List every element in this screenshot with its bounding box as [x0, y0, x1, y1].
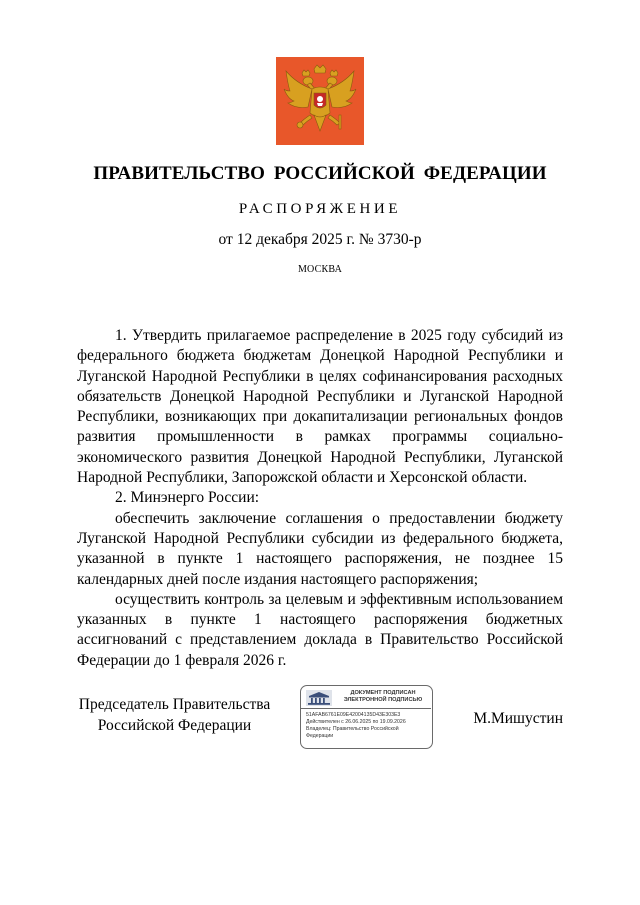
stamp-heading [335, 690, 431, 704]
signer-position [77, 695, 272, 736]
stamp-details [306, 712, 430, 740]
signer-position-line-1: Председатель Правительства [78, 696, 271, 713]
stamp-owner-line-2: Федерации [306, 733, 334, 739]
stamp-heading-line-1: ДОКУМЕНТ ПОДПИСАН [350, 690, 416, 696]
document-type: РАСПОРЯЖЕНИЕ [238, 201, 402, 217]
government-title: ПРАВИТЕЛЬСТВО РОССИЙСКОЙ ФЕДЕРАЦИИ [93, 163, 547, 184]
paragraph-1: 1. Утвердить прилагаемое распределение в 2025 году субсидий из федерального бюджета бюджетам Донецкой Народной Республики и Луганской Народной Республики в целях софинансирования расходных обязательств Донецкой Народной Республики и Луганской Народной Республики, возникающих при докапитализации региональных фондов развития промышленности в рамках программы социально-экономического развития Донецкой Народной Республики, Луганской Народной Республики, Запорожской области и Херсонской области. [77, 327, 563, 487]
electronic-signature-stamp [300, 685, 433, 749]
coat-of-arms-emblem [276, 57, 364, 145]
russian-coat-of-arms-icon [276, 57, 364, 145]
document-date-number: от 12 декабря 2025 г. № 3730-р [218, 231, 422, 248]
signer-position-line-2: Российской Федерации [97, 716, 252, 734]
government-building-icon [306, 690, 332, 706]
stamp-divider [301, 708, 431, 709]
stamp-owner-line-1: Владелец: Правительство Российской [306, 726, 399, 732]
document-city: МОСКВА [297, 264, 343, 275]
stamp-certificate: 51AFAB6761E09E42004135D43E303E3 [306, 712, 401, 718]
signer-name: М.Мишустин [473, 710, 563, 727]
paragraph-3: обеспечить заключение соглашения о предоставлении бюджету Луганской Народной Республики субсидии из федерального бюджета, указанной в пункте 1 настоящего распоряжения, не позднее 15 календарных дней после издания настоящего распоряжения; [77, 509, 563, 588]
stamp-heading-line-2: ЭЛЕКТРОННОЙ ПОДПИСЬЮ [343, 697, 423, 703]
paragraph-4: осуществить контроль за целевым и эффективным использованием указанных в пункте 1 настоящего распоряжения бюджетных ассигнований с представлением доклада в Правительство Российской Федерации до 1 февраля 2026 г. [77, 590, 563, 669]
stamp-validity: Действителен с 26.06.2025 по 19.09.2026 [306, 719, 406, 725]
document-body [77, 326, 563, 671]
paragraph-2: 2. Минэнерго России: [115, 489, 260, 507]
